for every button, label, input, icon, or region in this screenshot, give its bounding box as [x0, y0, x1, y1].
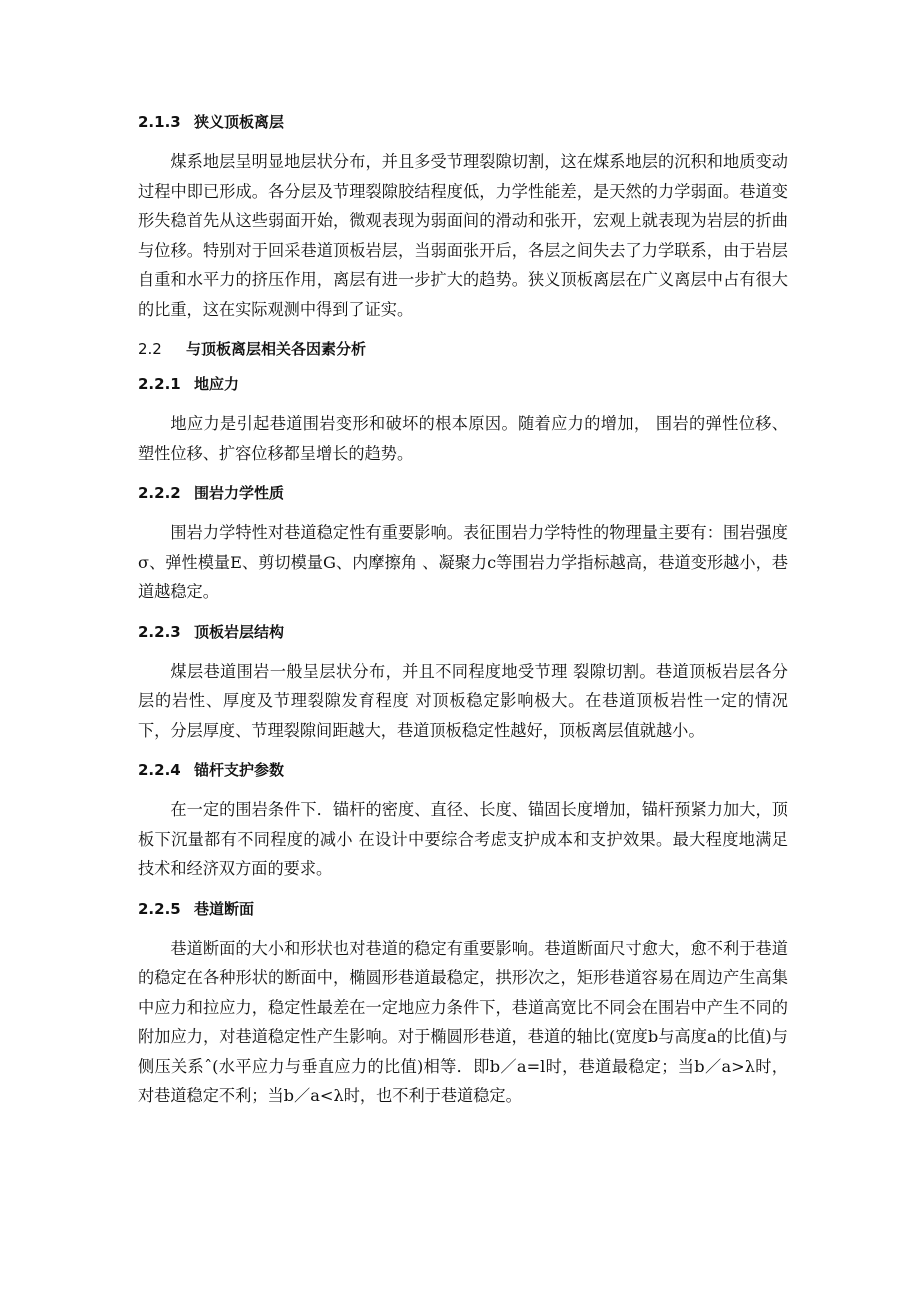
section-heading-2-2-3 — [138, 622, 788, 642]
section-number: 2.2.1 — [138, 375, 181, 393]
section-title: 顶板岩层结构 — [194, 622, 285, 641]
section-title: 狭义顶板离层 — [194, 113, 285, 131]
section-paragraph: 巷道断面的大小和形状也对巷道的稳定有重要影响。巷道断面尺寸愈大，愈不利于巷道的稳定在各种形状的断面中，椭圆形巷道最稳定，拱形次之，矩形巷道容易在周边产生高集中应力和拉应力，稳定性最差在一定地应力条件下，巷道高宽比不同会在围岩中产生不同的附加应力，对巷道稳定性产生影响。对于椭圆形巷道，巷道的轴比(宽度b与高度a的比值)与侧压关系ˆ(水平应力与垂直应力的比值)相等．即b／a=l时，巷道最稳定；当b／a>λ时，对巷道稳定不利；当b／a<λ时，也不利于巷道稳定。 — [138, 938, 788, 1105]
section-title: 围岩力学性质 — [194, 484, 285, 502]
section-heading-2-1-3 — [138, 112, 788, 132]
section-number: 2.2 — [138, 340, 162, 358]
section-paragraph: 煤层巷道围岩一般呈层状分布，并且不同程度地受节理 裂隙切割。巷道顶板岩层各分层的岩性、厚度及节理裂隙发育程度 对顶板稳定影响极大。在巷道顶板岩性一定的情况下，分层厚度、节理裂隙间距越大，巷道顶板稳定性越好，顶板离层值就越小。 — [138, 661, 788, 740]
section-title: 地应力 — [194, 375, 240, 393]
section-heading-2-2-2 — [138, 483, 788, 503]
section-number: 2.2.5 — [138, 899, 181, 918]
section-heading-2-2 — [138, 339, 788, 359]
section-heading-2-2-5 — [138, 899, 788, 919]
section-heading-2-2-4 — [138, 760, 788, 780]
section-paragraph: 煤系地层呈明显地层状分布，并且多受节理裂隙切割，这在煤系地层的沉积和地质变动过程中即已形成。各分层及节理裂隙胶结程度低，力学性能差，是天然的力学弱面。巷道变形失稳首先从这些弱面开始，微观表现为弱面间的滑动和张开，宏观上就表现为岩层的折曲与位移。特别对于回采巷道顶板岩层，当弱面张开后，各层之间失去了力学联系，由于岩层自重和水平力的挤压作用，离层有进一步扩大的趋势。狭义顶板离层在广义离层中占有很大的比重，这在实际观测中得到了证实。 — [138, 152, 788, 319]
document-page — [138, 112, 788, 1111]
section-title: 巷道断面 — [194, 899, 255, 918]
section-paragraph: 地应力是引起巷道围岩变形和破坏的根本原因。随着应力的增加， 围岩的弹性位移、塑性位移、扩容位移都呈增长的趋势。 — [138, 414, 788, 463]
section-paragraph: 围岩力学特性对巷道稳定性有重要影响。表征围岩力学特性的物理量主要有：围岩强度σ、弹性模量E、剪切模量G、内摩擦角 、凝聚力c等围岩力学指标越高，巷道变形越小，巷道越稳定。 — [138, 523, 788, 601]
section-number: 2.2.2 — [138, 484, 181, 502]
section-title: 与顶板离层相关各因素分析 — [186, 340, 367, 358]
section-heading-2-2-1 — [138, 374, 788, 394]
section-number: 2.2.3 — [138, 622, 181, 641]
section-number: 2.2.4 — [138, 761, 181, 779]
section-title: 锚杆支护参数 — [194, 761, 285, 779]
section-number: 2.1.3 — [138, 113, 181, 131]
section-paragraph: 在一定的围岩条件下．锚杆的密度、直径、长度、锚固长度增加，锚杆预紧力加大，顶板下沉量都有不同程度的减小 在设计中要综合考虑支护成本和支护效果。最大程度地满足技术和经济双方面的要求。 — [138, 800, 788, 878]
